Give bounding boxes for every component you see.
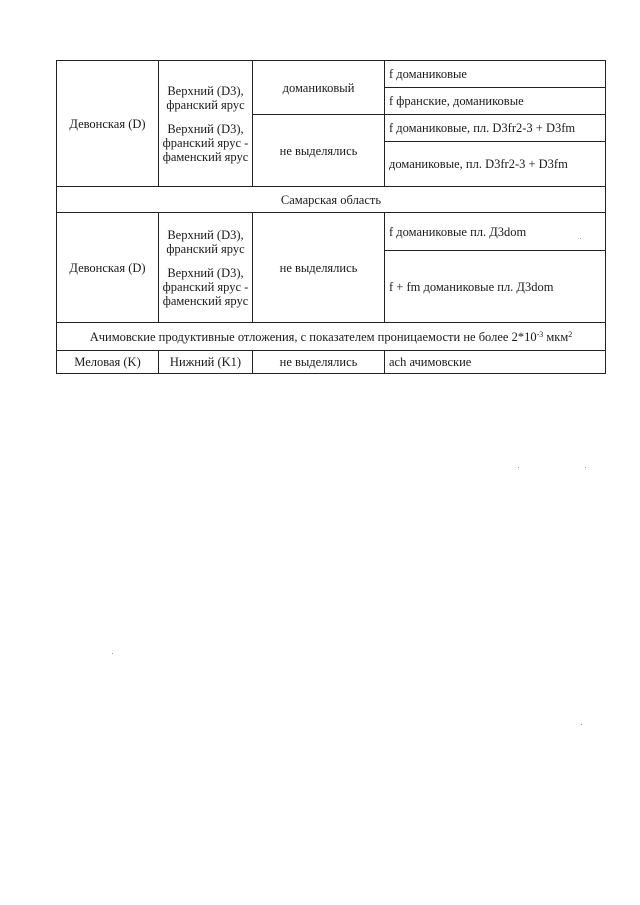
department-label: Верхний (D3), франский ярус - фаменский ярус <box>162 121 249 164</box>
horizon-label: не выделялись <box>279 260 358 275</box>
scan-speck <box>581 724 582 725</box>
scan-speck <box>580 238 581 239</box>
scan-speck <box>112 653 113 654</box>
scan-speck <box>518 467 519 468</box>
table-row <box>57 213 606 251</box>
department-cell <box>159 61 253 187</box>
department-cell <box>159 351 253 374</box>
object-cell: f доманиковые, пл. D3fr2-3 + D3fm <box>385 115 606 142</box>
horizon-label: доманиковый <box>282 80 355 95</box>
object-cell: f доманиковые пл. Д3dom <box>385 213 606 251</box>
department-label: Верхний (D3), франский ярус <box>166 83 245 112</box>
department-cell <box>159 213 253 323</box>
department-label: Верхний (D3), франский ярус - фаменский ярус <box>162 265 249 308</box>
object-cell: доманиковые, пл. D3fr2-3 + D3fm <box>385 142 606 187</box>
department-label: Верхний (D3), франский ярус <box>166 227 245 256</box>
table-row <box>57 323 606 351</box>
object-cell: f + fm доманиковые пл. Д3dom <box>385 251 606 323</box>
scan-speck <box>585 467 586 468</box>
horizon-label: не выделялись <box>279 355 358 369</box>
object-cell: f доманиковые <box>385 61 606 88</box>
object-cell: f франские, доманиковые <box>385 88 606 115</box>
stratigraphy-table <box>56 60 606 374</box>
table-row <box>57 61 606 88</box>
table-row <box>57 351 606 374</box>
system-cell <box>57 61 159 187</box>
system-cell <box>57 213 159 323</box>
department-label: Нижний (K1) <box>169 355 242 369</box>
system-label: Девонская (D) <box>69 260 146 275</box>
horizon-cell <box>253 61 385 115</box>
region-heading: Самарская область <box>57 187 606 213</box>
achimov-heading: Ачимовские продуктивные отложения, с показателем проницаемости не более $2*10^{-3}$ мкм$^2$ <box>57 323 606 351</box>
system-cell <box>57 351 159 374</box>
system-label: Девонская (D) <box>69 116 146 131</box>
horizon-cell <box>253 351 385 374</box>
system-label: Меловая (K) <box>74 355 141 369</box>
horizon-label: не выделялись <box>279 143 358 158</box>
table-row <box>57 187 606 213</box>
horizon-cell <box>253 213 385 323</box>
object-cell: ach ачимовские <box>385 351 606 374</box>
horizon-cell <box>253 115 385 187</box>
